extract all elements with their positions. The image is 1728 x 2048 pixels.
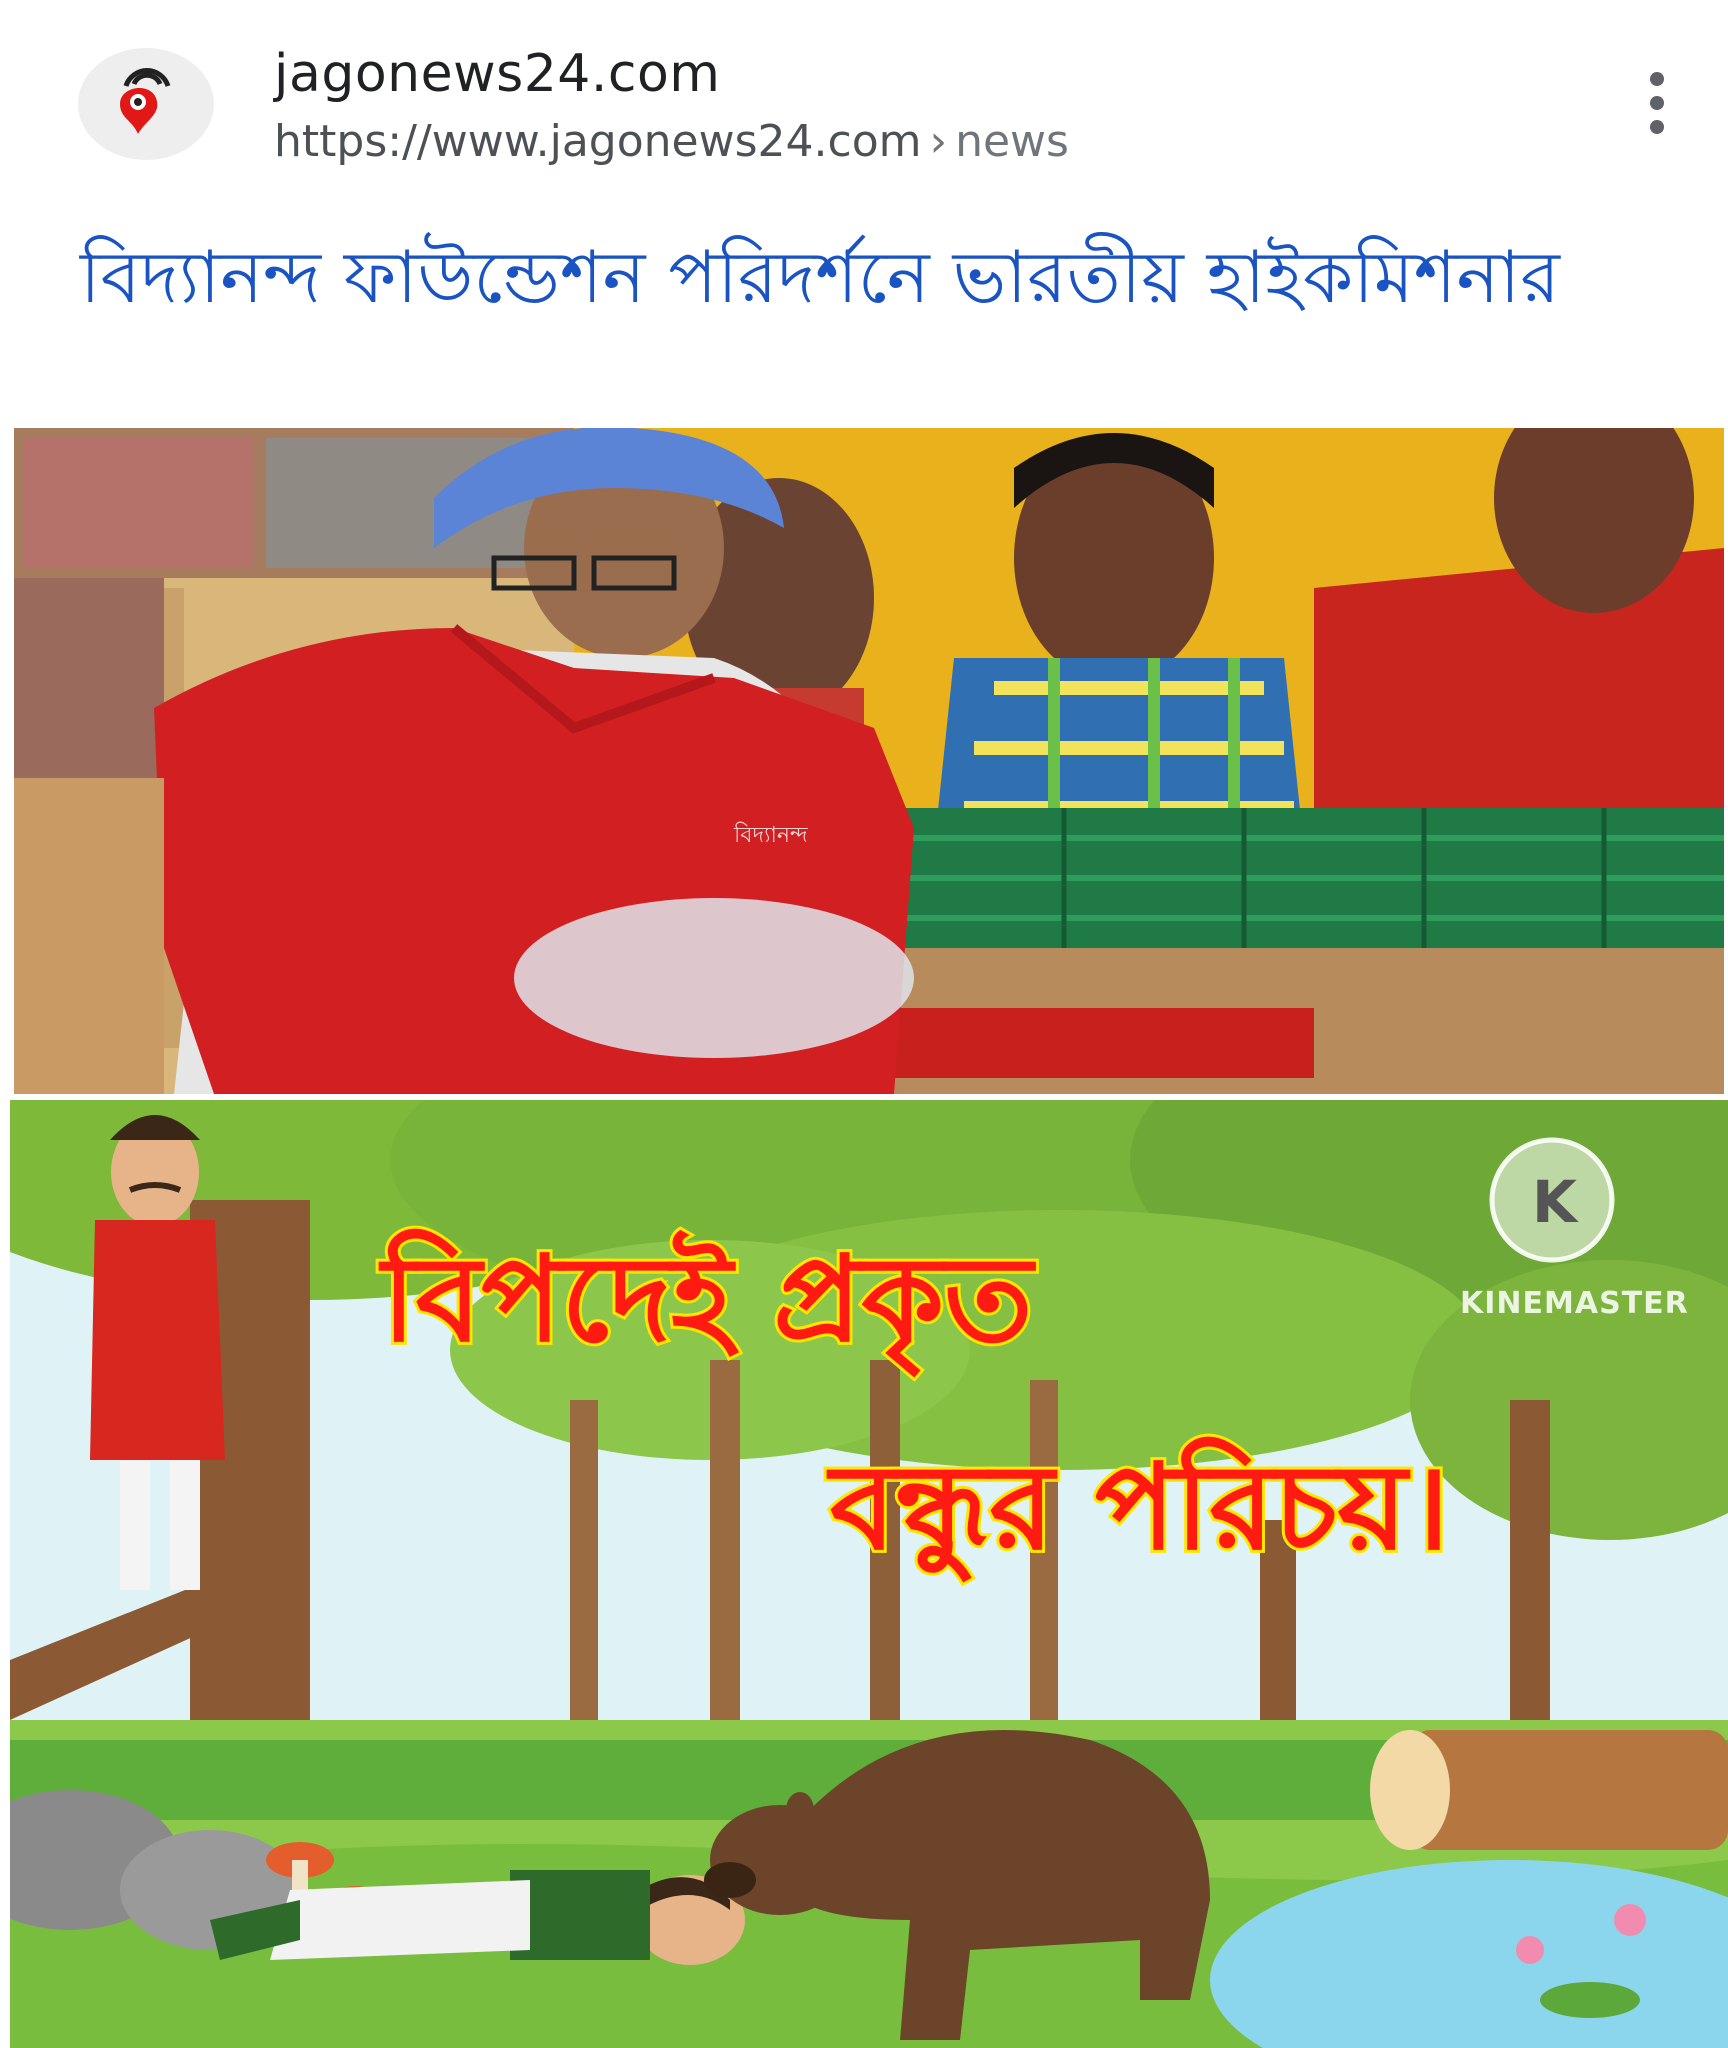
cartoon-title-line2: বন্ধুর পরিচয়। bbox=[830, 1438, 1450, 1576]
cartoon-thumbnail[interactable] bbox=[10, 1100, 1728, 2048]
news-photo-illustration bbox=[14, 428, 1724, 1094]
url-crumb: news bbox=[955, 116, 1069, 167]
site-name[interactable]: jagonews24.com bbox=[274, 44, 721, 104]
more-options-button[interactable] bbox=[1638, 64, 1678, 144]
news-photo[interactable] bbox=[14, 428, 1724, 1094]
url-base: https://www.jagonews24.com bbox=[274, 116, 922, 167]
result-header[interactable] bbox=[78, 44, 1678, 167]
url-separator: › bbox=[929, 116, 948, 167]
more-vertical-icon bbox=[1650, 72, 1664, 86]
site-url[interactable] bbox=[274, 116, 1069, 167]
jagonews-logo-icon bbox=[106, 64, 186, 144]
more-vertical-icon-dot bbox=[1650, 120, 1664, 134]
cartoon-title-line1: বিপদেই প্রকৃত bbox=[382, 1230, 1033, 1368]
more-vertical-icon-dot bbox=[1650, 96, 1664, 110]
site-favicon[interactable] bbox=[78, 48, 214, 160]
kinemaster-watermark: KINEMASTER bbox=[1460, 1286, 1689, 1321]
result-title-link[interactable]: বিদ্যানন্দ ফাউন্ডেশন পরিদর্শনে ভারতীয় হাইকমিশনার bbox=[80, 235, 1560, 319]
kinemaster-logo-letter: K bbox=[1532, 1168, 1577, 1236]
vest-logo-text: বিদ্যানন্দ bbox=[734, 823, 808, 848]
